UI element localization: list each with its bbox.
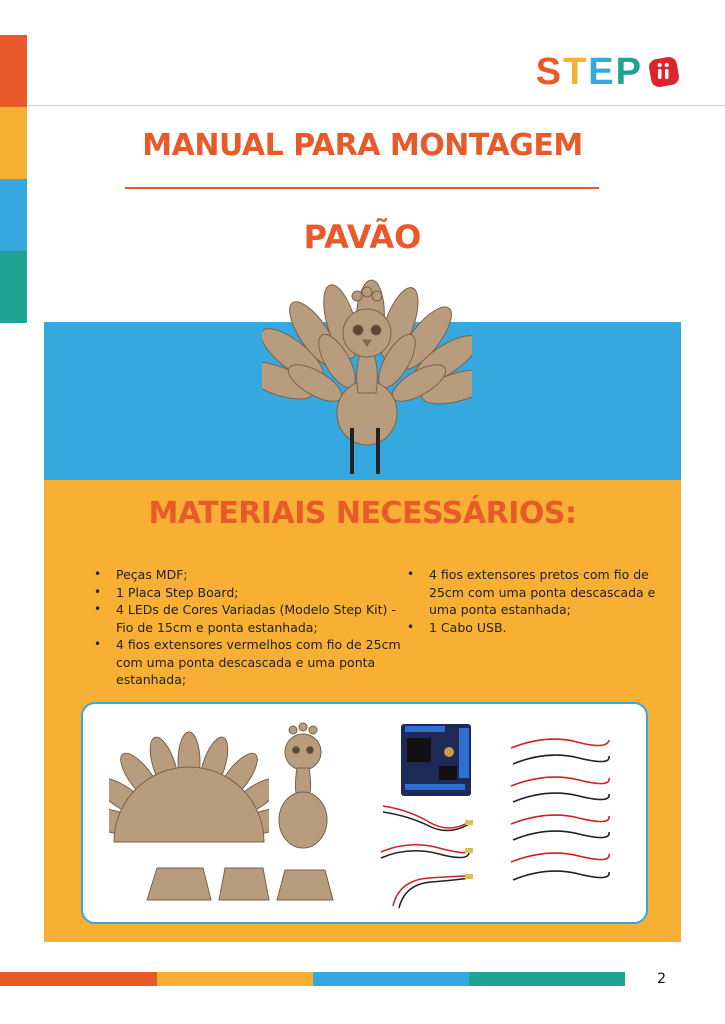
footer-bar-orange [0, 972, 157, 986]
materials-list-right [405, 566, 675, 636]
step-badge-icon [647, 55, 681, 89]
side-bar-teal [0, 251, 27, 323]
footer-bar-yellow [157, 972, 313, 986]
step-logo [536, 52, 681, 92]
materials-list-left [92, 566, 410, 689]
mdf-tail-piece-image [109, 722, 269, 852]
materials-photo-box [81, 702, 648, 924]
logo-letter-t: T [563, 50, 589, 93]
side-bar-orange [0, 35, 27, 107]
peacock-model-image [262, 278, 472, 478]
material-item: • 1 Placa Step Board; [92, 584, 410, 602]
material-item: • 4 LEDs de Cores Variadas (Modelo Step Kit) - Fio de 15cm e ponta estanhada; [92, 601, 410, 636]
led-wires-image [379, 800, 475, 914]
logo-letter-e: E [588, 50, 616, 93]
page-subtitle: PAVÃO [303, 218, 422, 256]
footer-bar-teal [469, 972, 625, 986]
material-item: • 4 fios extensores pretos com fio de 25cm com uma ponta descascada e uma ponta estanhada; [405, 566, 675, 619]
footer-bar-blue [313, 972, 469, 986]
materials-title: MATERIAIS NECESSÁRIOS: [148, 496, 577, 531]
step-board-image [399, 722, 473, 798]
extension-wires-image [507, 734, 613, 904]
material-item: • 4 fios extensores vermelhos com fio de 25cm com uma ponta descascada e uma ponta estanhada; [92, 636, 410, 689]
mdf-body-piece-image [273, 722, 333, 852]
mdf-base-pieces-image [145, 864, 335, 904]
material-item: • Peças MDF; [92, 566, 410, 584]
logo-letter-s: S [535, 50, 564, 93]
page-title: MANUAL PARA MONTAGEM [142, 128, 583, 163]
page-number: 2 [657, 971, 666, 987]
logo-letter-p: P [615, 50, 643, 93]
material-item: • 1 Cabo USB. [405, 619, 675, 637]
title-divider [125, 187, 599, 189]
header-divider [27, 105, 725, 106]
